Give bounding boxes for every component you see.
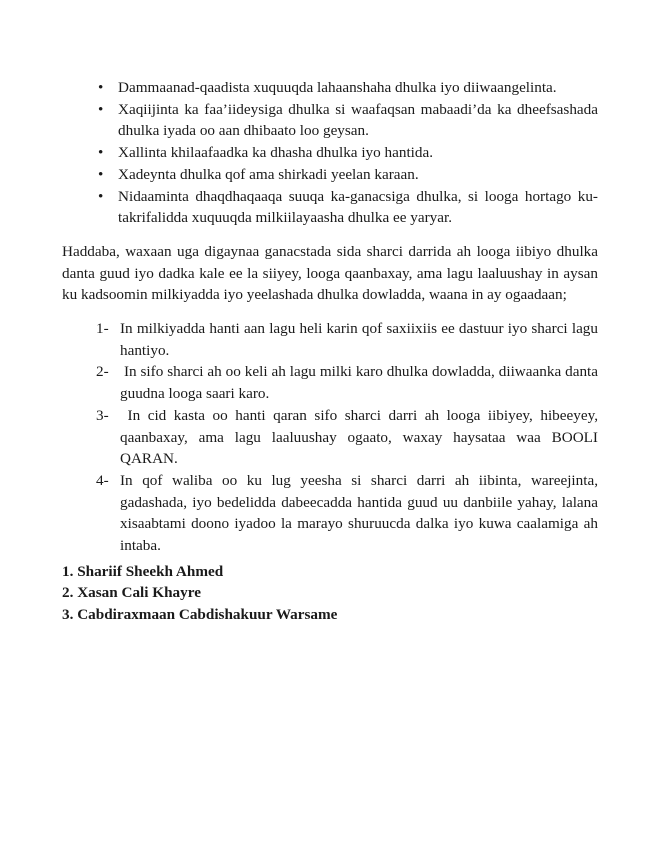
numbered-item-text: In sifo sharci ah oo keli ah lagu milki karo dhulka dowladda, diiwaanka danta guudna looga saari karo. <box>120 363 602 403</box>
numbered-item-text: In cid kasta oo hanti qaran sifo sharci darri ah looga iibiyey, hibeeyey, qaanbaxay, ama lagu laaluushay ogaato, waxay haysataa waa BOOLI QARAN. <box>120 406 602 468</box>
bullet-icon: • <box>98 187 104 205</box>
bullet-item <box>98 142 598 164</box>
bullet-icon: • <box>98 100 104 118</box>
numbered-item <box>96 361 602 404</box>
signatories-list <box>62 561 598 626</box>
bullet-item <box>98 99 598 142</box>
bullet-item-text: Dammaanad-qaadista xuquuqda lahaanshaha dhulka iyo diiwaangelinta. <box>118 79 557 96</box>
numbered-item-marker: 1- <box>96 320 109 338</box>
bullet-icon: • <box>98 165 104 183</box>
warning-paragraph: Haddaba, waxaan uga digaynaa ganacstada sida sharci darrida ah looga iibiyo dhulka danta guud iyo dadka kale ee la siiyey, looga qaanbaxay, ama lagu laaluushay in aysan ku kadsoomin milkiyadda iyo yeelashada dhulka dowladda, waana in ay ogaadaan; <box>62 242 598 304</box>
numbered-item-marker: 4- <box>96 471 109 489</box>
numbered-item-marker: 3- <box>96 406 109 424</box>
bullet-item <box>98 77 598 99</box>
numbered-item <box>96 470 602 557</box>
bullet-item-text: Xaqiijinta ka faa’iideysiga dhulka si waafaqsan mabaadi’da ka dheefsashada dhulka iyada oo aan dhibaato loo geysan. <box>118 100 598 140</box>
bullet-item <box>98 186 598 229</box>
signatory-name: 3. Cabdiraxmaan Cabdishakuur Warsame <box>62 606 338 624</box>
numbered-item-marker: 2- <box>96 363 109 381</box>
numbered-item-text: In qof waliba oo ku lug yeesha si sharci darri ah iibinta, wareejinta, gadashada, iyo bedelidda dabeecadda hantida guud uu danbiile yahay, lalana xisaabtami doono iyadoo la marayo shuruucda dalka iyo kuwa caalamiga ah intaba. <box>120 471 602 555</box>
numbered-item <box>96 318 602 361</box>
bullet-icon: • <box>98 144 104 162</box>
bullet-list <box>98 77 598 229</box>
signatory-name: 2. Xasan Cali Khayre <box>62 584 201 602</box>
signatory-name: 1. Shariif Sheekh Ahmed <box>62 562 224 580</box>
bullet-icon: • <box>98 79 104 96</box>
bullet-item-text: Xallinta khilaafaadka ka dhasha dhulka iyo hantida. <box>118 144 434 162</box>
bullet-item <box>98 164 598 186</box>
numbered-item <box>96 405 602 470</box>
numbered-list <box>96 318 602 557</box>
numbered-item-text: In milkiyadda hanti aan lagu heli karin qof saxiixiis ee dastuur iyo sharci lagu hantiyo. <box>120 320 602 359</box>
bullet-item-text: Xadeynta dhulka qof ama shirkadi yeelan karaan. <box>118 165 419 183</box>
bullet-item-text: Nidaaminta dhaqdhaqaaqa suuqa ka-ganacsiga dhulka, si looga hortago ku-takrifalidda xuquuqda milkiilayaasha dhulka ee yaryar. <box>118 187 598 227</box>
